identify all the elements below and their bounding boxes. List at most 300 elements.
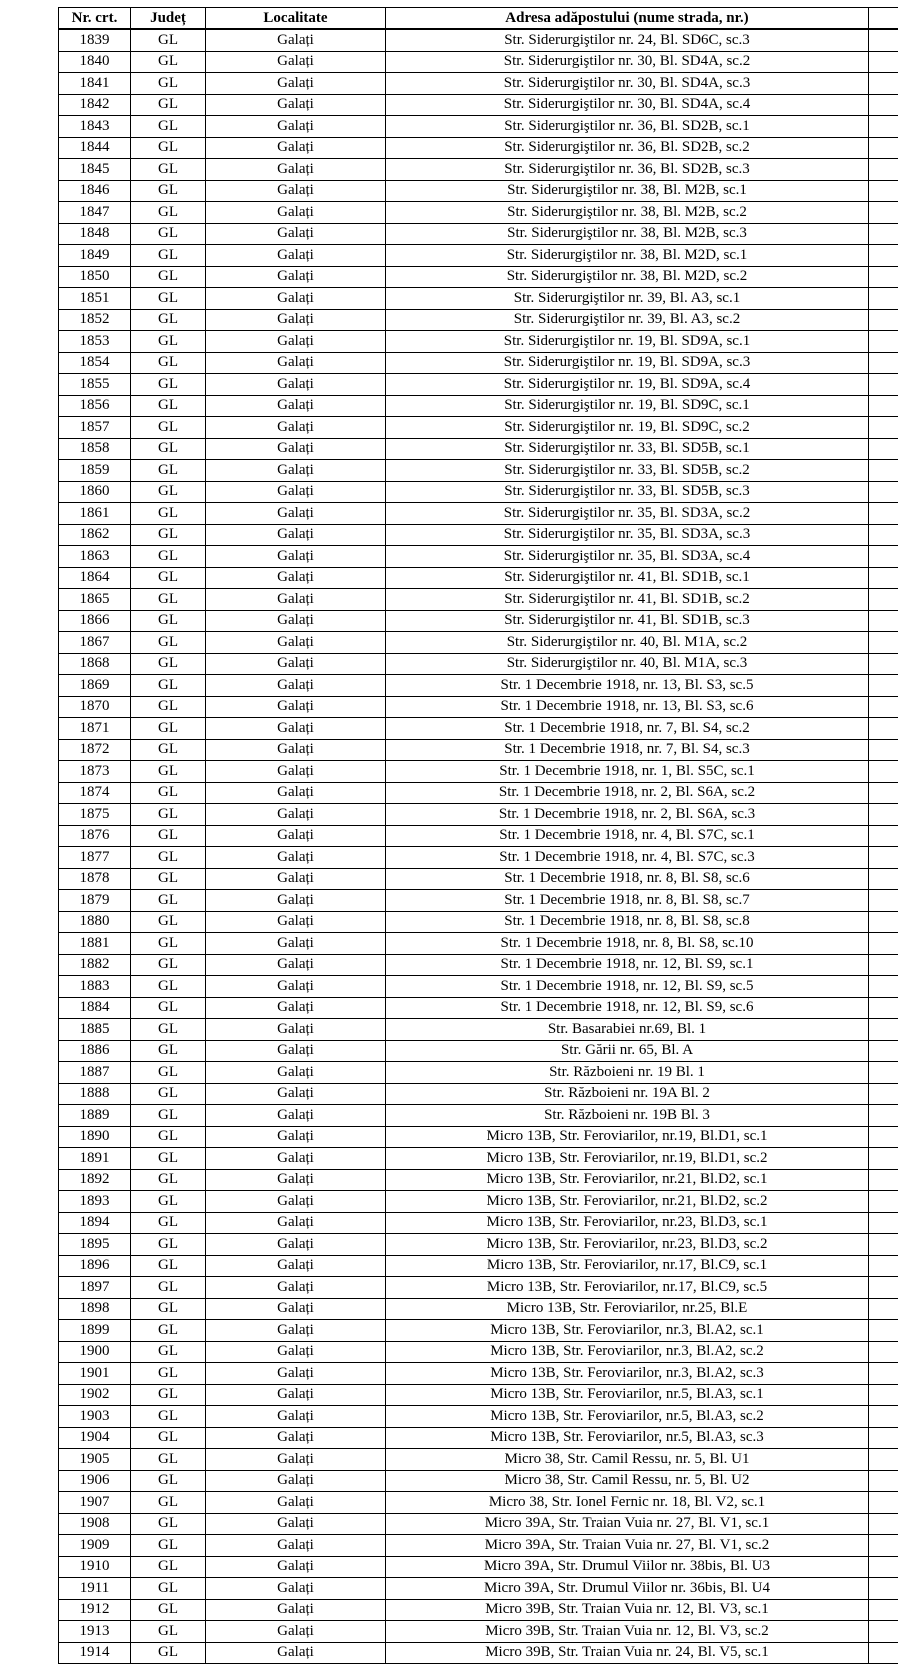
cell-judet: GL [131,847,206,869]
cell-localitate: Galați [206,976,386,998]
cell-nr-crt: 1892 [59,1169,131,1191]
cell-localitate: Galați [206,1212,386,1234]
cell-adresa: Micro 13B, Str. Feroviarilor, nr.5, Bl.A3, sc.3 [386,1427,869,1449]
cell-judet: GL [131,675,206,697]
cell-cut-off-column [869,1234,898,1256]
cell-cut-off-column [869,1126,898,1148]
cell-nr-crt: 1899 [59,1320,131,1342]
cell-judet: GL [131,417,206,439]
cell-nr-crt: 1908 [59,1513,131,1535]
cell-localitate: Galați [206,933,386,955]
cell-nr-crt: 1893 [59,1191,131,1213]
cell-cut-off-column [869,653,898,675]
cell-nr-crt: 1889 [59,1105,131,1127]
cell-judet: GL [131,718,206,740]
cell-judet: GL [131,589,206,611]
cell-judet: GL [131,1191,206,1213]
cell-nr-crt: 1853 [59,331,131,353]
cell-nr-crt: 1883 [59,976,131,998]
cell-judet: GL [131,739,206,761]
cell-judet: GL [131,632,206,654]
cell-adresa: Str. Siderurgiştilor nr. 35, Bl. SD3A, sc.2 [386,503,869,525]
cell-localitate: Galați [206,438,386,460]
cell-adresa: Str. Siderurgiştilor nr. 19, Bl. SD9A, sc.3 [386,352,869,374]
table-row [59,331,898,353]
cell-localitate: Galați [206,1169,386,1191]
table-row [59,1277,898,1299]
cell-adresa: Micro 38, Str. Camil Ressu, nr. 5, Bl. U2 [386,1470,869,1492]
cell-adresa: Str. Siderurgiştilor nr. 24, Bl. SD6C, sc.3 [386,29,869,51]
table-row [59,1363,898,1385]
cell-adresa: Micro 13B, Str. Feroviarilor, nr.3, Bl.A2, sc.3 [386,1363,869,1385]
cell-localitate: Galați [206,202,386,224]
cell-judet: GL [131,73,206,95]
cell-cut-off-column [869,911,898,933]
cell-localitate: Galați [206,1062,386,1084]
cell-adresa: Micro 39A, Str. Drumul Viilor nr. 36bis, Bl. U4 [386,1578,869,1600]
cell-cut-off-column [869,718,898,740]
cell-cut-off-column [869,1427,898,1449]
cell-localitate: Galați [206,1642,386,1664]
cell-cut-off-column [869,137,898,159]
cell-nr-crt: 1913 [59,1621,131,1643]
cell-localitate: Galați [206,804,386,826]
cell-adresa: Str. Siderurgiştilor nr. 38, Bl. M2B, sc.1 [386,180,869,202]
cell-cut-off-column [869,245,898,267]
cell-localitate: Galați [206,1105,386,1127]
cell-localitate: Galați [206,309,386,331]
cell-nr-crt: 1897 [59,1277,131,1299]
cell-judet: GL [131,1621,206,1643]
cell-judet: GL [131,1449,206,1471]
cell-localitate: Galați [206,632,386,654]
cell-judet: GL [131,610,206,632]
cell-adresa: Str. Basarabiei nr.69, Bl. 1 [386,1019,869,1041]
cell-adresa: Str. Siderurgiştilor nr. 19, Bl. SD9C, sc.2 [386,417,869,439]
cell-localitate: Galați [206,739,386,761]
cell-localitate: Galați [206,180,386,202]
cell-adresa: Micro 13B, Str. Feroviarilor, nr.3, Bl.A2, sc.2 [386,1341,869,1363]
cell-adresa: Str. Siderurgiştilor nr. 36, Bl. SD2B, sc.1 [386,116,869,138]
cell-nr-crt: 1871 [59,718,131,740]
table-row [59,1513,898,1535]
cell-cut-off-column [869,847,898,869]
cell-localitate: Galați [206,1384,386,1406]
cell-nr-crt: 1858 [59,438,131,460]
cell-localitate: Galați [206,352,386,374]
cell-nr-crt: 1902 [59,1384,131,1406]
shelter-address-table [58,7,898,1664]
cell-judet: GL [131,438,206,460]
cell-adresa: Micro 39A, Str. Traian Vuia nr. 27, Bl. V1, sc.2 [386,1535,869,1557]
cell-adresa: Str. Războieni nr. 19 Bl. 1 [386,1062,869,1084]
cell-localitate: Galați [206,288,386,310]
table-row [59,1019,898,1041]
cell-cut-off-column [869,997,898,1019]
cell-nr-crt: 1869 [59,675,131,697]
cell-localitate: Galați [206,782,386,804]
table-row [59,1298,898,1320]
cell-cut-off-column [869,202,898,224]
table-row [59,696,898,718]
cell-adresa: Str. Siderurgiştilor nr. 30, Bl. SD4A, sc.2 [386,51,869,73]
cell-judet: GL [131,1556,206,1578]
table-row [59,438,898,460]
cell-cut-off-column [869,180,898,202]
cell-nr-crt: 1859 [59,460,131,482]
table-row [59,116,898,138]
cell-localitate: Galați [206,1255,386,1277]
cell-adresa: Str. 1 Decembrie 1918, nr. 8, Bl. S8, sc.10 [386,933,869,955]
cell-nr-crt: 1851 [59,288,131,310]
cell-judet: GL [131,761,206,783]
cell-nr-crt: 1867 [59,632,131,654]
table-row [59,1191,898,1213]
cell-judet: GL [131,481,206,503]
cell-judet: GL [131,1535,206,1557]
table-row [59,1062,898,1084]
cell-nr-crt: 1906 [59,1470,131,1492]
cell-cut-off-column [869,739,898,761]
cell-nr-crt: 1875 [59,804,131,826]
table-row [59,911,898,933]
cell-judet: GL [131,1599,206,1621]
cell-cut-off-column [869,1621,898,1643]
cell-adresa: Micro 39B, Str. Traian Vuia nr. 24, Bl. V5, sc.1 [386,1642,869,1664]
cell-nr-crt: 1856 [59,395,131,417]
cell-localitate: Galați [206,1148,386,1170]
cell-adresa: Str. 1 Decembrie 1918, nr. 2, Bl. S6A, sc.3 [386,804,869,826]
cell-nr-crt: 1898 [59,1298,131,1320]
cell-adresa: Str. Siderurgiştilor nr. 33, Bl. SD5B, sc.2 [386,460,869,482]
table-row [59,137,898,159]
cell-cut-off-column [869,675,898,697]
cell-cut-off-column [869,73,898,95]
cell-cut-off-column [869,1384,898,1406]
table-row [59,266,898,288]
table-row [59,1642,898,1664]
cell-localitate: Galați [206,589,386,611]
cell-judet: GL [131,374,206,396]
cell-cut-off-column [869,804,898,826]
table-row [59,718,898,740]
cell-judet: GL [131,352,206,374]
cell-nr-crt: 1849 [59,245,131,267]
cell-cut-off-column [869,524,898,546]
cell-localitate: Galați [206,696,386,718]
cell-nr-crt: 1885 [59,1019,131,1041]
table-row [59,395,898,417]
cell-localitate: Galați [206,1320,386,1342]
table-row [59,1148,898,1170]
table-row [59,1384,898,1406]
cell-adresa: Micro 13B, Str. Feroviarilor, nr.5, Bl.A3, sc.1 [386,1384,869,1406]
table-row [59,1320,898,1342]
cell-nr-crt: 1852 [59,309,131,331]
cell-nr-crt: 1840 [59,51,131,73]
cell-adresa: Str. Siderurgiştilor nr. 38, Bl. M2B, sc.3 [386,223,869,245]
table-row [59,1126,898,1148]
table-row [59,481,898,503]
cell-nr-crt: 1839 [59,29,131,51]
cell-localitate: Galați [206,997,386,1019]
cell-nr-crt: 1848 [59,223,131,245]
cell-adresa: Str. Siderurgiştilor nr. 38, Bl. M2B, sc.2 [386,202,869,224]
cell-localitate: Galați [206,245,386,267]
cell-localitate: Galați [206,374,386,396]
cell-cut-off-column [869,374,898,396]
cell-localitate: Galați [206,1621,386,1643]
cell-cut-off-column [869,1255,898,1277]
cell-judet: GL [131,911,206,933]
cell-adresa: Str. Gării nr. 65, Bl. A [386,1040,869,1062]
cell-nr-crt: 1912 [59,1599,131,1621]
cell-localitate: Galați [206,718,386,740]
cell-judet: GL [131,1363,206,1385]
cell-judet: GL [131,782,206,804]
cell-localitate: Galați [206,847,386,869]
cell-nr-crt: 1866 [59,610,131,632]
cell-adresa: Micro 13B, Str. Feroviarilor, nr.17, Bl.C9, sc.5 [386,1277,869,1299]
table-row [59,352,898,374]
cell-localitate: Galați [206,159,386,181]
cell-nr-crt: 1854 [59,352,131,374]
cell-adresa: Str. Siderurgiştilor nr. 38, Bl. M2D, sc.1 [386,245,869,267]
cell-localitate: Galați [206,524,386,546]
cell-nr-crt: 1877 [59,847,131,869]
cell-localitate: Galați [206,1126,386,1148]
table-row [59,503,898,525]
cell-judet: GL [131,567,206,589]
cell-adresa: Micro 13B, Str. Feroviarilor, nr.23, Bl.D3, sc.1 [386,1212,869,1234]
cell-cut-off-column [869,395,898,417]
table-row [59,653,898,675]
table-row [59,73,898,95]
cell-nr-crt: 1847 [59,202,131,224]
table-row [59,739,898,761]
cell-adresa: Str. Siderurgiştilor nr. 19, Bl. SD9C, sc.1 [386,395,869,417]
cell-adresa: Str. Siderurgiştilor nr. 33, Bl. SD5B, sc.3 [386,481,869,503]
cell-judet: GL [131,137,206,159]
cell-judet: GL [131,1427,206,1449]
table-row [59,374,898,396]
table-row [59,675,898,697]
cell-judet: GL [131,1642,206,1664]
cell-localitate: Galați [206,546,386,568]
table-row [59,1341,898,1363]
cell-nr-crt: 1872 [59,739,131,761]
cell-nr-crt: 1891 [59,1148,131,1170]
table-row [59,954,898,976]
cell-cut-off-column [869,589,898,611]
cell-nr-crt: 1894 [59,1212,131,1234]
cell-judet: GL [131,159,206,181]
cell-adresa: Str. Războieni nr. 19A Bl. 2 [386,1083,869,1105]
cell-nr-crt: 1901 [59,1363,131,1385]
cell-cut-off-column [869,1578,898,1600]
cell-adresa: Str. 1 Decembrie 1918, nr. 1, Bl. S5C, sc.1 [386,761,869,783]
cell-cut-off-column [869,1363,898,1385]
cell-nr-crt: 1870 [59,696,131,718]
cell-judet: GL [131,1212,206,1234]
table-row [59,1040,898,1062]
cell-adresa: Str. Siderurgiştilor nr. 30, Bl. SD4A, sc.3 [386,73,869,95]
cell-adresa: Str. 1 Decembrie 1918, nr. 4, Bl. S7C, sc.1 [386,825,869,847]
cell-adresa: Micro 13B, Str. Feroviarilor, nr.23, Bl.D3, sc.2 [386,1234,869,1256]
cell-adresa: Str. 1 Decembrie 1918, nr. 4, Bl. S7C, sc.3 [386,847,869,869]
cell-judet: GL [131,1255,206,1277]
cell-adresa: Str. 1 Decembrie 1918, nr. 7, Bl. S4, sc.3 [386,739,869,761]
table-row [59,1234,898,1256]
cell-nr-crt: 1909 [59,1535,131,1557]
table-row [59,180,898,202]
cell-judet: GL [131,1148,206,1170]
cell-cut-off-column [869,868,898,890]
cell-cut-off-column [869,1083,898,1105]
table-row [59,159,898,181]
header-nr-crt: Nr. crt. [59,8,131,30]
table-row [59,1212,898,1234]
cell-localitate: Galați [206,954,386,976]
cell-cut-off-column [869,1062,898,1084]
table-row [59,460,898,482]
table-row [59,1556,898,1578]
cell-localitate: Galați [206,1277,386,1299]
cell-cut-off-column [869,352,898,374]
cell-localitate: Galați [206,481,386,503]
cell-localitate: Galați [206,567,386,589]
cell-cut-off-column [869,761,898,783]
cell-nr-crt: 1855 [59,374,131,396]
cell-cut-off-column [869,825,898,847]
cell-cut-off-column [869,51,898,73]
cell-judet: GL [131,395,206,417]
cell-adresa: Str. Siderurgiştilor nr. 41, Bl. SD1B, sc.1 [386,567,869,589]
cell-nr-crt: 1864 [59,567,131,589]
cell-nr-crt: 1905 [59,1449,131,1471]
table-row [59,868,898,890]
cell-judet: GL [131,202,206,224]
cell-judet: GL [131,976,206,998]
cell-nr-crt: 1879 [59,890,131,912]
cell-cut-off-column [869,546,898,568]
cell-judet: GL [131,1126,206,1148]
cell-nr-crt: 1914 [59,1642,131,1664]
cell-judet: GL [131,954,206,976]
cell-judet: GL [131,1169,206,1191]
cell-judet: GL [131,1492,206,1514]
cell-localitate: Galați [206,1234,386,1256]
cell-localitate: Galați [206,1513,386,1535]
cell-nr-crt: 1841 [59,73,131,95]
cell-nr-crt: 1846 [59,180,131,202]
cell-judet: GL [131,1406,206,1428]
table-row [59,546,898,568]
cell-nr-crt: 1903 [59,1406,131,1428]
cell-localitate: Galați [206,1363,386,1385]
cell-nr-crt: 1896 [59,1255,131,1277]
cell-cut-off-column [869,1040,898,1062]
cell-cut-off-column [869,1556,898,1578]
cell-judet: GL [131,1105,206,1127]
table-row [59,825,898,847]
cell-localitate: Galați [206,911,386,933]
cell-localitate: Galați [206,331,386,353]
cell-cut-off-column [869,116,898,138]
cell-judet: GL [131,1083,206,1105]
cell-adresa: Micro 13B, Str. Feroviarilor, nr.21, Bl.D2, sc.2 [386,1191,869,1213]
cell-localitate: Galați [206,417,386,439]
cell-judet: GL [131,868,206,890]
cell-localitate: Galați [206,1406,386,1428]
table-row [59,1169,898,1191]
cell-nr-crt: 1882 [59,954,131,976]
cell-nr-crt: 1845 [59,159,131,181]
cell-judet: GL [131,1062,206,1084]
cell-cut-off-column [869,1470,898,1492]
cell-localitate: Galați [206,1040,386,1062]
cell-adresa: Str. 1 Decembrie 1918, nr. 8, Bl. S8, sc.6 [386,868,869,890]
cell-localitate: Galați [206,503,386,525]
cell-cut-off-column [869,782,898,804]
cell-cut-off-column [869,1341,898,1363]
table-row [59,997,898,1019]
cell-judet: GL [131,933,206,955]
cell-cut-off-column [869,1513,898,1535]
cell-cut-off-column [869,632,898,654]
table-row [59,51,898,73]
cell-localitate: Galați [206,223,386,245]
table-row [59,804,898,826]
cell-cut-off-column [869,1212,898,1234]
cell-judet: GL [131,653,206,675]
cell-cut-off-column [869,309,898,331]
cell-nr-crt: 1862 [59,524,131,546]
cell-adresa: Str. 1 Decembrie 1918, nr. 8, Bl. S8, sc.8 [386,911,869,933]
cell-cut-off-column [869,29,898,51]
table-row [59,1083,898,1105]
cell-adresa: Str. Siderurgiştilor nr. 41, Bl. SD1B, sc.2 [386,589,869,611]
cell-nr-crt: 1890 [59,1126,131,1148]
cell-localitate: Galați [206,1535,386,1557]
cell-adresa: Str. Siderurgiştilor nr. 33, Bl. SD5B, sc.1 [386,438,869,460]
table-row [59,1599,898,1621]
cell-adresa: Micro 39B, Str. Traian Vuia nr. 12, Bl. V3, sc.2 [386,1621,869,1643]
cell-cut-off-column [869,503,898,525]
cell-localitate: Galați [206,29,386,51]
header-adresa: Adresa adăpostului (nume strada, nr.) [386,8,869,30]
cell-judet: GL [131,180,206,202]
cell-localitate: Galați [206,395,386,417]
cell-judet: GL [131,266,206,288]
table-row [59,223,898,245]
cell-nr-crt: 1911 [59,1578,131,1600]
cell-adresa: Micro 38, Str. Ionel Fernic nr. 18, Bl. V2, sc.1 [386,1492,869,1514]
cell-judet: GL [131,245,206,267]
cell-adresa: Str. Siderurgiştilor nr. 30, Bl. SD4A, sc.4 [386,94,869,116]
cell-nr-crt: 1865 [59,589,131,611]
cell-adresa: Micro 13B, Str. Feroviarilor, nr.3, Bl.A2, sc.1 [386,1320,869,1342]
cell-nr-crt: 1895 [59,1234,131,1256]
table-row [59,589,898,611]
table-row [59,976,898,998]
cell-judet: GL [131,1040,206,1062]
cell-judet: GL [131,116,206,138]
cell-adresa: Str. Siderurgiştilor nr. 38, Bl. M2D, sc.2 [386,266,869,288]
cell-nr-crt: 1860 [59,481,131,503]
cell-adresa: Str. 1 Decembrie 1918, nr. 7, Bl. S4, sc.2 [386,718,869,740]
cell-localitate: Galați [206,1449,386,1471]
